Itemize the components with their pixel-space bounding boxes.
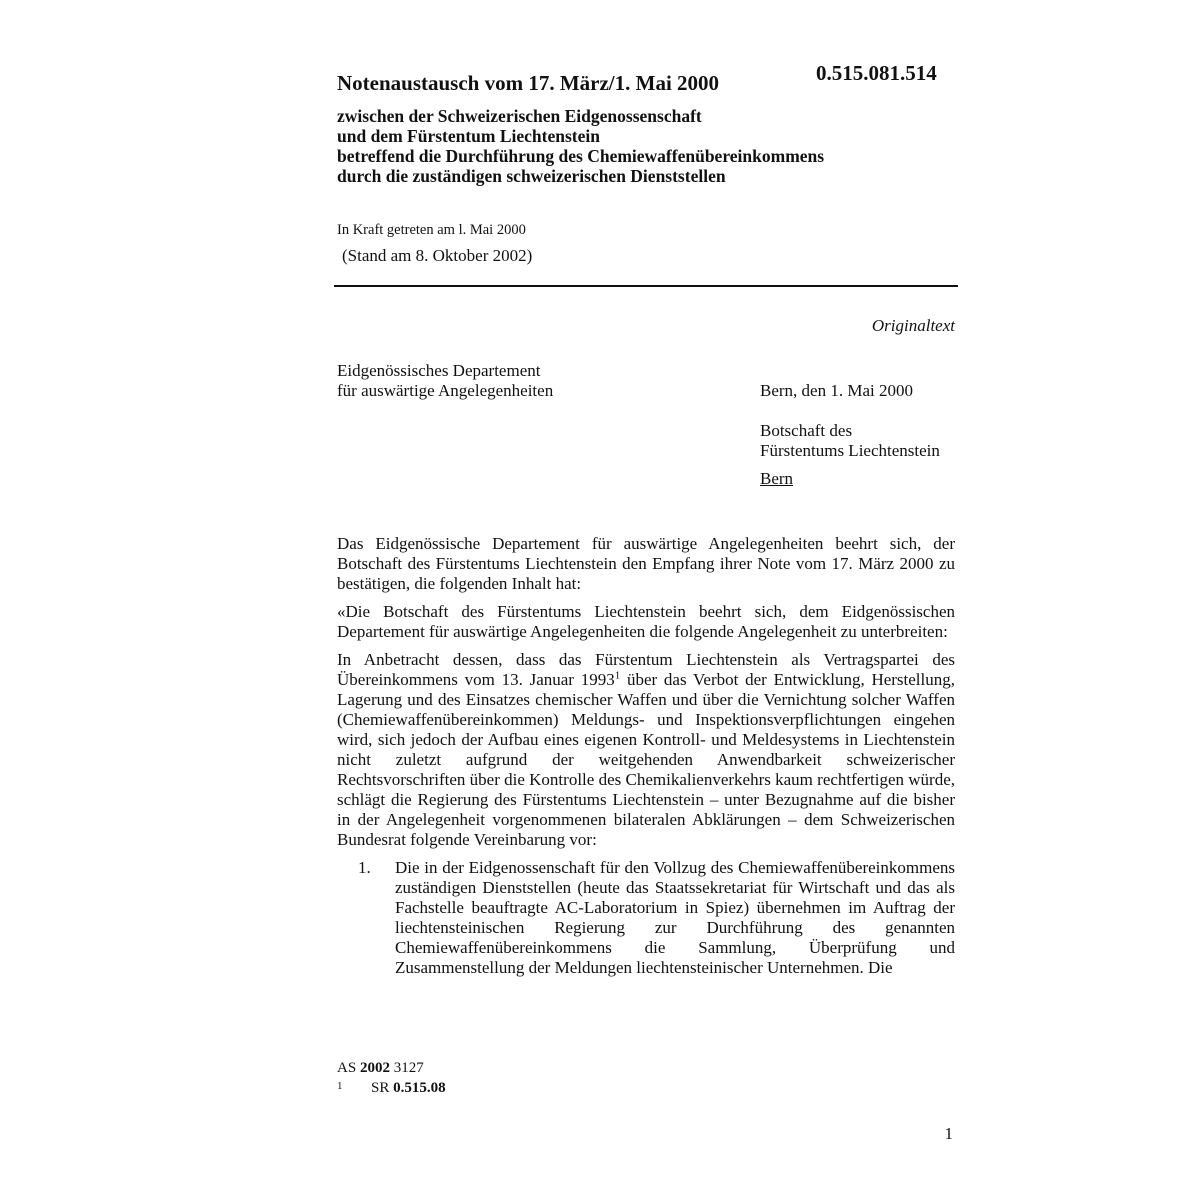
footnote-ref: 0.515.08 [393, 1080, 446, 1096]
footer [337, 1058, 446, 1098]
sender-block [337, 361, 553, 401]
footnote-prefix: SR [371, 1080, 390, 1096]
subtitle-line: durch die zuständigen schweizerischen Dienststellen [337, 166, 726, 186]
recipient-city: Bern [760, 469, 794, 488]
recipient-line: Botschaft des [760, 421, 853, 440]
document-title: Notenaustausch vom 17. März/1. Mai 2000 [337, 71, 720, 95]
subtitle-line: zwischen der Schweizerischen Eidgenossenschaft [337, 106, 702, 126]
list-item-number: 1. [358, 858, 371, 877]
status-date: (Stand am 8. Oktober 2002) [342, 246, 533, 265]
letter-body [337, 534, 955, 978]
as-prefix: AS [337, 1060, 357, 1076]
body-paragraph [337, 650, 955, 850]
official-collection-ref [337, 1058, 446, 1078]
list-item [358, 858, 955, 978]
original-text-label: Originaltext [871, 316, 955, 335]
as-year: 2002 [359, 1060, 390, 1076]
document-subtitle [337, 106, 977, 186]
header-divider [334, 285, 958, 287]
sr-number: 0.515.081.514 [816, 61, 937, 85]
as-page: 3127 [393, 1060, 424, 1076]
footnote [337, 1078, 446, 1098]
paragraph-text: In Anbetracht dessen, dass das Fürstentum Liechtenstein als Vertragspartei des Übereinkommens vom 13. Januar 1993 [337, 650, 955, 689]
list-item-text: Die in der Eidgenossenschaft für den Vollzug des Chemiewaffenübereinkommens zuständigen Dienststellen (heute das Staatssekretariat für Wirtschaft und das als Fachstelle beauftragte AC-Laboratorium in Spiez) übernehmen im Auftrag der liechtensteinischen Regierung zur Durchführung des genannten Chemiewaffenübereinkommens die Sammlung, Überprüfung und Zusammenstellung der Meldungen liechtensteinischer Unternehmen. Die [395, 858, 955, 977]
sender-line: für auswärtige Angelegenheiten [337, 381, 554, 400]
body-paragraph: «Die Botschaft des Fürstentums Liechtenstein beehrt sich, dem Eidgenössischen Departement für auswärtige Angelegenheiten die folgende Angelegenheit zu unterbreiten: [337, 602, 955, 641]
in-force-date: In Kraft getreten am l. Mai 2000 [337, 222, 526, 238]
footnote-reference[interactable]: 1 [614, 669, 621, 682]
page-number: 1 [944, 1124, 953, 1143]
recipient-block [760, 421, 940, 461]
footnote-mark: 1 [337, 1080, 343, 1092]
paragraph-text: über das Verbot der Entwicklung, Herstellung, Lagerung und des Einsatzes chemischer Waffen und über die Vernichtung solcher Waffen (Chemiewaffenübereinkommen) Meldungs- und Inspektionsverpflichtungen eingehen wird, sich jedoch der Aufbau eines eigenen Kontroll- und Meldesystems in Liechtenstein nicht zuletzt aufgrund der weitgehenden Anwendbarkeit schweizerischer Rechtsvorschriften über die Kontrolle des Chemikalienverkehrs kaum rechtfertigen würde, schlägt die Regierung des Fürstentums Liechtenstein – unter Bezugnahme auf die bisher in der Angelegenheit vorgenommenen bilateralen Abklärungen – dem Schweizerischen Bundesrat folgende Vereinbarung vor: [337, 670, 956, 849]
sender-line: Eidgenössisches Departement [337, 361, 541, 380]
place-date: Bern, den 1. Mai 2000 [760, 381, 913, 400]
subtitle-line: betreffend die Durchführung des Chemiewaffenübereinkommens [337, 146, 825, 166]
body-paragraph: Das Eidgenössische Departement für auswärtige Angelegenheiten beehrt sich, der Botschaft des Fürstentums Liechtenstein den Empfang ihrer Note vom 17. März 2000 zu bestätigen, die folgenden Inhalt hat: [337, 534, 955, 593]
recipient-line: Fürstentums Liechtenstein [760, 441, 940, 460]
subtitle-line: und dem Fürstentum Liechtenstein [337, 126, 600, 146]
